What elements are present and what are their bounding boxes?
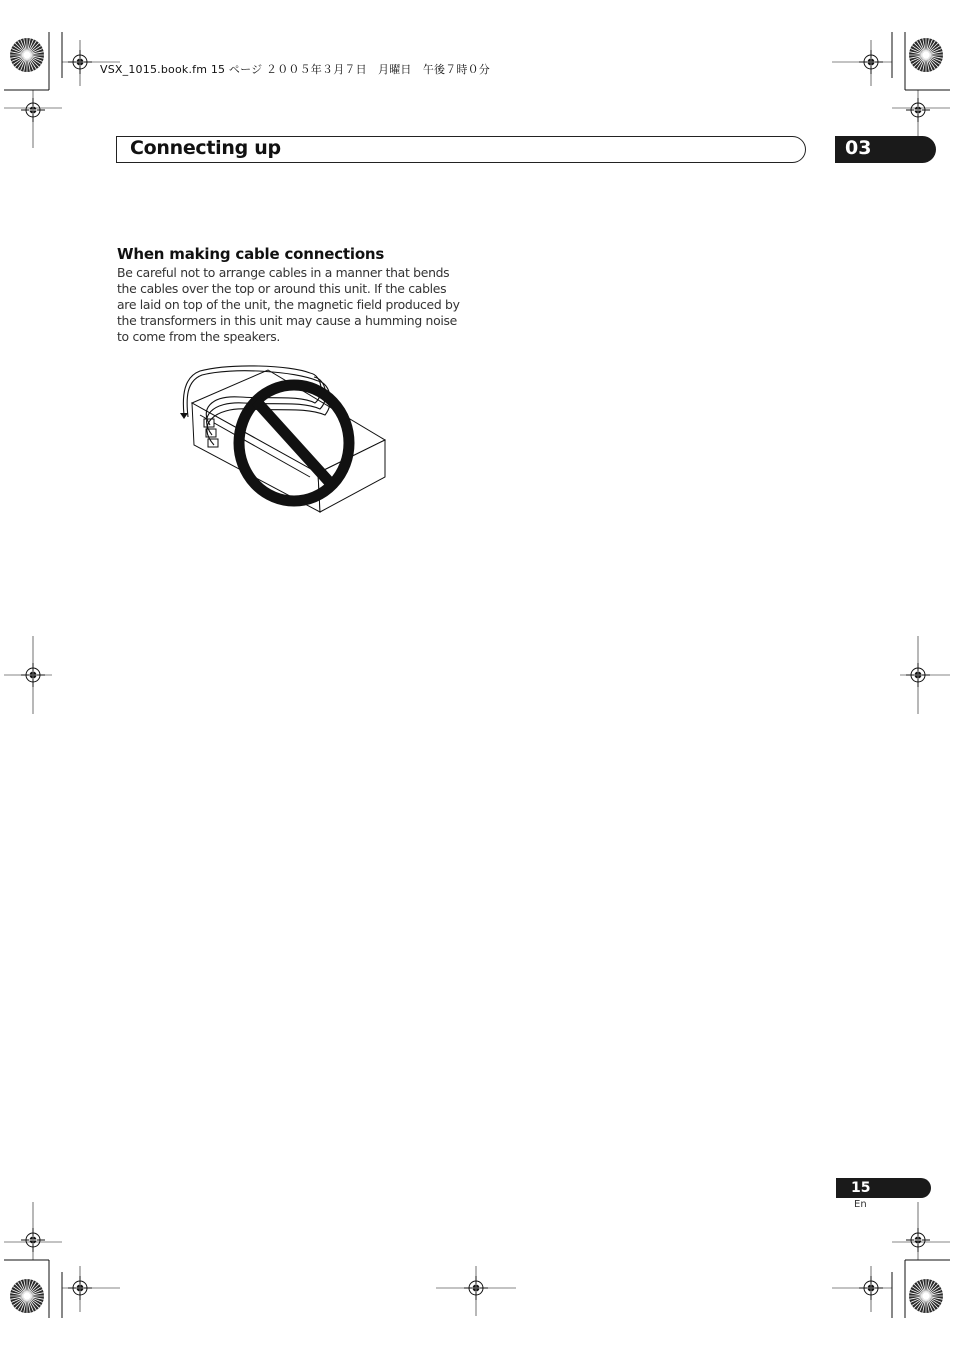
- print-header: VSX_1015.book.fm 15 ページ ２００５年３月７日 月曜日 午後７時０分: [100, 63, 490, 76]
- body-line: to come from the speakers.: [117, 329, 281, 344]
- color-bar-icon: [909, 38, 943, 72]
- chapter-title: Connecting up: [130, 137, 281, 159]
- body-line: Be careful not to arrange cables in a manner that bends: [117, 265, 450, 280]
- page-number: 15: [851, 1180, 871, 1196]
- body-line: the transformers in this unit may cause a humming noise: [117, 313, 457, 328]
- section-heading: When making cable connections: [117, 245, 385, 263]
- section-body: [117, 265, 460, 345]
- chapter-number: 03: [845, 137, 872, 159]
- language-code: En: [854, 1199, 867, 1210]
- body-line: are laid on top of the unit, the magnetic field produced by: [117, 297, 460, 312]
- cable-warning-illustration: [170, 355, 395, 520]
- color-bar-icon: [10, 1279, 44, 1313]
- color-bar-icon: [10, 38, 44, 72]
- arrow-head-icon: [180, 413, 188, 419]
- body-line: the cables over the top or around this unit. If the cables: [117, 281, 447, 296]
- color-bar-icon: [909, 1279, 943, 1313]
